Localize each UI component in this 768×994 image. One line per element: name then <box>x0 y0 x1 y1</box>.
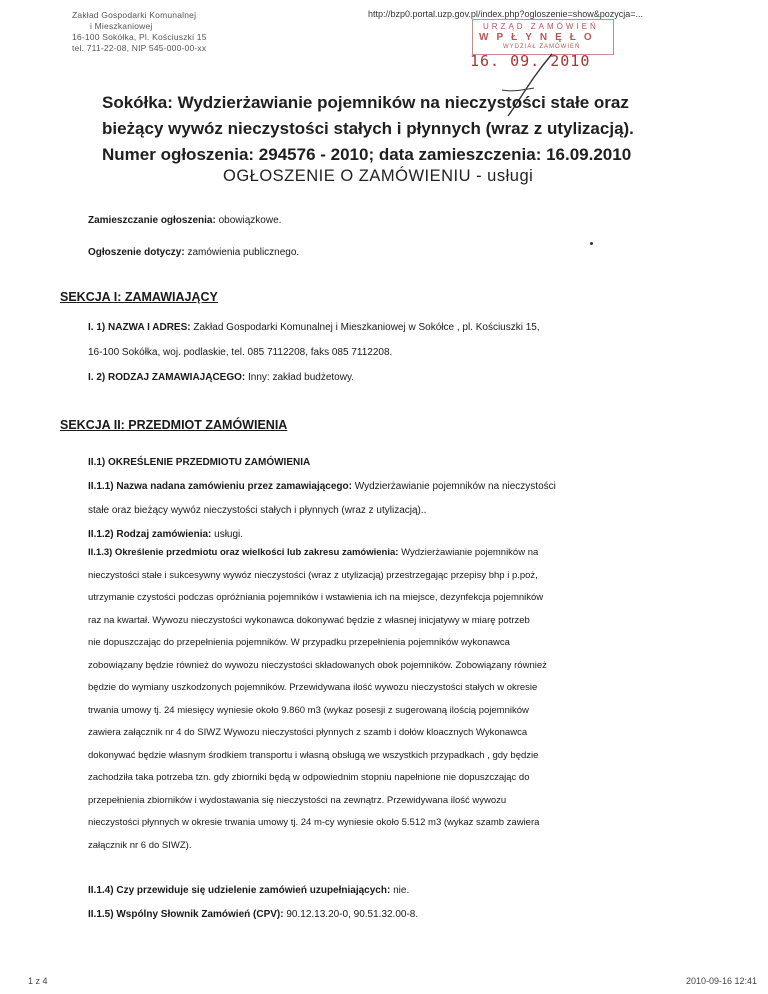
ii13-line <box>88 542 688 565</box>
ii13-line: nie dopuszczając do przepełnienia pojemników. W przypadku przepełnienia pojemników wykonawca <box>88 637 510 648</box>
address-line: Zakład Gospodarki Komunalnej <box>72 10 197 20</box>
date-stamp: 16. 09. 2010 <box>470 52 591 70</box>
ii12-label: II.1.2) Rodzaj zamówienia: <box>88 529 212 540</box>
address-line: tel. 711-22-08, NIP 545-000-00-xx <box>72 43 207 53</box>
ii13-line: raz na kwartał. Wywozu nieczystości wykonawca dokonywać będzie z własnej inicjatywy w miarę potrzeb <box>88 614 530 626</box>
title-line-3: Numer ogłoszenia: 294576 - 2010; data zamieszczenia: 16.09.2010 <box>102 145 632 164</box>
i2-row <box>88 372 354 383</box>
concerns-label: Ogłoszenie dotyczy: <box>88 247 185 258</box>
concerns-row <box>88 247 299 258</box>
ii13-text: Wydzierżawianie pojemników na <box>401 547 539 558</box>
section-1-heading: SEKCJA I: ZAMAWIAJĄCY <box>60 290 218 304</box>
print-timestamp: 2010-09-16 12:41 <box>686 976 758 986</box>
ii15-label: II.1.5) Wspólny Słownik Zamówień (CPV): <box>88 909 284 920</box>
source-url: http://bzp0.portal.uzp.gov.pl/index.php?ogloszenie=show&pozycja=... <box>368 9 644 19</box>
ii13-line: zobowiązany będzie również do wywozu nieczystości składowanych obok pojemników. Zobowiązany również <box>88 659 547 671</box>
ii13-line: nieczystości płynnych w okresie trwania umowy tj. 24 m-cy wyniesie około 5.512 m3 (wykaz szamb zawiera <box>88 817 540 828</box>
ii13-line: zachodziła taka potrzeba tzn. gdy zbiorniki będą w odpowiednim stopniu napełnione nie dopuszczając do <box>88 772 530 783</box>
section-2-heading: SEKCJA II: PRZEDMIOT ZAMÓWIENIA <box>60 418 288 432</box>
page-number: 1 z 4 <box>28 976 48 986</box>
i2-value: Inny: zakład budżetowy. <box>248 372 355 383</box>
ii12-value: usługi. <box>214 529 244 540</box>
ii14-row <box>88 885 409 896</box>
ii1-heading: II.1) OKREŚLENIE PRZEDMIOTU ZAMÓWIENIA <box>88 457 311 468</box>
ii13-label: II.1.3) Określenie przedmiotu oraz wielkości lub zakresu zamówienia: <box>88 547 399 558</box>
ii15-row <box>88 909 418 920</box>
placing-label: Zamieszczanie ogłoszenia: <box>88 215 216 226</box>
ii11-value: Wydzierżawianie pojemników na nieczystości <box>354 481 556 492</box>
ii13-line: trwania umowy tj. 24 miesięcy wyniesie około 9.860 m3 (wykaz posesji z sugerowaną ilością pojemników <box>88 704 529 716</box>
i1-row-cont: 16-100 Sokółka, woj. podlaskie, tel. 085 7112208, faks 085 7112208. <box>88 347 393 358</box>
title-line-2: bieżący wywóz nieczystości stałych i płynnych (wraz z utylizacją). <box>102 119 634 138</box>
ii15-value: 90.12.13.20-0, 90.51.32.00-8. <box>286 909 419 920</box>
ii13-paragraph <box>88 542 688 857</box>
ii13-line: załącznik nr 6 do SIWZ). <box>88 839 192 851</box>
i2-label: I. 2) RODZAJ ZAMAWIAJĄCEGO: <box>88 372 246 383</box>
placing-row <box>88 215 281 226</box>
title-line-1: Sokółka: Wydzierżawianie pojemników na nieczystości stałe oraz <box>102 93 629 112</box>
ii14-value: nie. <box>393 885 410 896</box>
ii13-line: dokonywać będzie własnym środkiem transportu i własną obsługą we wszystkich przypadkach , gdy będzie <box>88 749 539 761</box>
ii13-line: nieczystości stałe i sukcesywny wywóz nieczystości (wraz z utylizacją) przestrzegając przepisy bhp i p.poż, <box>88 569 538 581</box>
stamp-line-1: URZĄD ZAMÓWIEŃ <box>483 22 599 31</box>
page-title <box>102 90 702 168</box>
stamp-line-3: WYDZIAŁ ZAMÓWIEŃ <box>503 44 581 50</box>
notice-subtitle: OGŁOSZENIE O ZAMÓWIENIU - usługi <box>223 167 534 185</box>
ii11-row <box>88 481 556 492</box>
ii13-line: utrzymanie czystości podczas opróżniania pojemników i wstawienia ich na miejsce, dezynfekcja pojemników <box>88 592 544 603</box>
ii13-line: będzie do wymiany uszkodzonych pojemników. Przewidywana ilość wywozu nieczystości stałych w okresie <box>88 682 538 693</box>
stamp-line-2: WPŁYNĘŁO <box>479 32 600 43</box>
ii13-line: zawiera załącznik nr 4 do SIWZ Wywozu nieczystości płynnych z szamb i dołów kloacznych Wykonawca <box>88 727 528 738</box>
address-line: i Mieszkaniowej <box>90 21 153 31</box>
address-line: 16-100 Sokółka, Pl. Kościuszki 15 <box>72 32 207 42</box>
ii11-label: II.1.1) Nazwa nadana zamówieniu przez zamawiającego: <box>88 481 352 492</box>
scan-speck <box>590 242 593 245</box>
i1-row <box>88 322 540 333</box>
i1-label: I. 1) NAZWA I ADRES: <box>88 322 191 333</box>
ii14-label: II.1.4) Czy przewiduje się udzielenie zamówień uzupełniających: <box>88 885 391 896</box>
i1-text: Zakład Gospodarki Komunalnej i Mieszkaniowej w Sokółce , pl. Kościuszki 15, <box>193 322 540 333</box>
sender-address-block <box>72 10 207 54</box>
ii12-row <box>88 529 243 540</box>
concerns-value: zamówienia publicznego. <box>187 247 300 258</box>
ii11-row-cont: stałe oraz bieżący wywóz nieczystości stałych i płynnych (wraz z utylizacją).. <box>88 505 427 516</box>
placing-value: obowiązkowe. <box>218 215 282 226</box>
ii13-line: przepełnienia zbiorników i wydostawania się nieczystości na zewnątrz. Przewidywana ilość wywozu <box>88 794 507 806</box>
